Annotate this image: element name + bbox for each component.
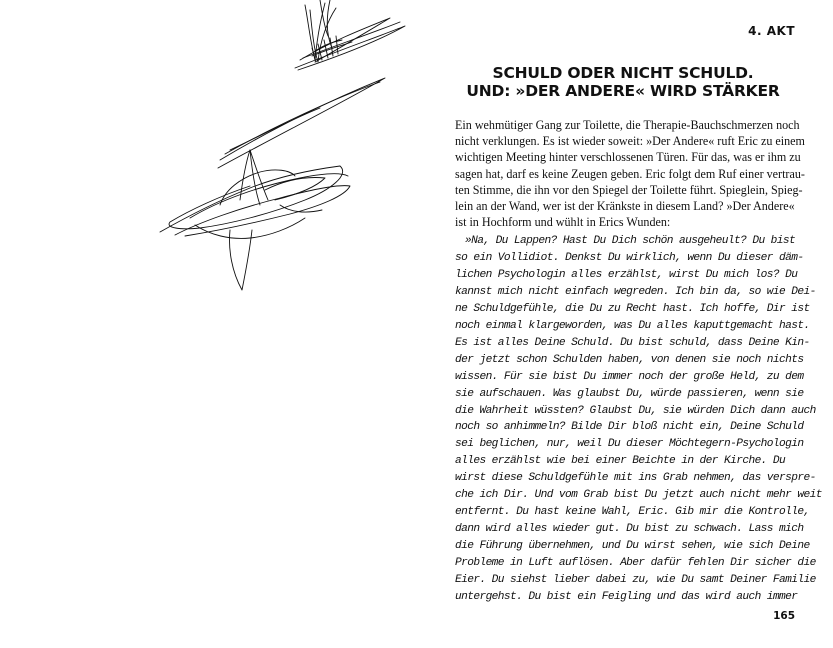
text-line: nicht verklungen. Es ist wieder soweit: »Der Andere« ruft Eric zu einem [455,134,805,149]
quote-line: die Wahrheit wüssten? Glaubst Du, sie würden Dich dann auch [455,404,816,417]
page-number: 165 [773,610,795,622]
quote-line: che ich Dir. Und vom Grab bist Du jetzt auch nicht mehr weit [455,489,822,502]
text-line: Ein wehmütiger Gang zur Toilette, die Therapie-Bauchschmerzen noch [455,118,800,132]
quote-line: untergehst. Du bist ein Feigling und das wird auch immer [455,591,798,604]
quote-line: Eier. Du siehst lieber dabei zu, wie Du samt Deiner Familie [455,574,816,587]
chapter-title-line: UND: »DER ANDERE« WIRD STÄRKER [466,82,780,100]
quote-line: so ein Vollidiot. Denkst Du wirklich, wenn Du dieser däm- [455,251,804,264]
quote-line: »Na, Du Lappen? Hast Du Dich schön ausgeheult? Du bist [465,235,796,247]
scribble-illustration [100,0,420,300]
quote-line: lichen Psychologin alles erzählst, wirst Du mich los? Du [455,268,798,281]
text-line: wichtigen Meeting hinter verschlossenen Türen. Für das, was er ihm zu [455,150,801,165]
act-label: 4. AKT [748,24,795,38]
text-line: ist in Hochform und wühlt in Erics Wunden: [455,215,671,230]
quote-line: kannst mich nicht einfach wegreden. Ich bin da, so wie Dei- [455,285,816,298]
inner-voice-quote [455,233,822,606]
chapter-title-line: SCHULD ODER NICHT SCHULD. [492,64,754,82]
quote-line: die Führung übernehmen, und Du wirst sehen, wie sich Deine [455,540,810,553]
quote-line: entfernt. Du hast keine Wahl, Eric. Gib mir die Kontrolle, [455,506,810,519]
text-line: ten Stimme, die ihn vor den Spiegel der Toilette führt. Spieglein, Spieg- [455,182,803,197]
quote-line: Probleme in Luft auflösen. Aber dafür fehlen Dir sicher die [455,557,816,570]
text-line: lein an der Wand, wer ist der Kränkste in diesem Land? »Der Andere« [455,199,795,214]
quote-line: alles erzählst wie bei einer Beichte in der Kirche. Du [455,455,786,468]
quote-line: ne Schuldgefühle, die Du zu Recht hast. Ich hoffe, Dir ist [455,302,810,315]
quote-line: wirst diese Schuldgefühle mit ins Grab nehmen, das verspre- [455,472,816,485]
quote-line: sei beglichen, nur, weil Du dieser Möchtegern-Psychologin [455,438,804,451]
quote-line: Es ist alles Deine Schuld. Du bist schuld, dass Deine Kin- [455,336,810,349]
quote-line: wissen. Für sie bist Du immer noch der große Held, zu dem [455,370,804,383]
quote-line: dann wird alles wieder gut. Du bist zu schwach. Lass mich [455,523,804,536]
quote-line: sie aufschauen. Was glaubst Du, würde passieren, wenn sie [455,387,804,400]
quote-line: der jetzt schon Schulden haben, von denen sie noch nichts [455,353,804,366]
quote-line: noch einmal klargeworden, was Du alles kaputtgemacht hast. [455,319,810,332]
intro-paragraph [455,117,805,230]
chapter-title [455,64,791,100]
text-line: sagen hat, darf es keine Zeugen geben. Eric folgt dem Ruf einer vertrau- [455,166,805,181]
quote-line: noch so anhimmeln? Bilde Dir bloß nicht ein, Deine Schuld [455,421,804,434]
